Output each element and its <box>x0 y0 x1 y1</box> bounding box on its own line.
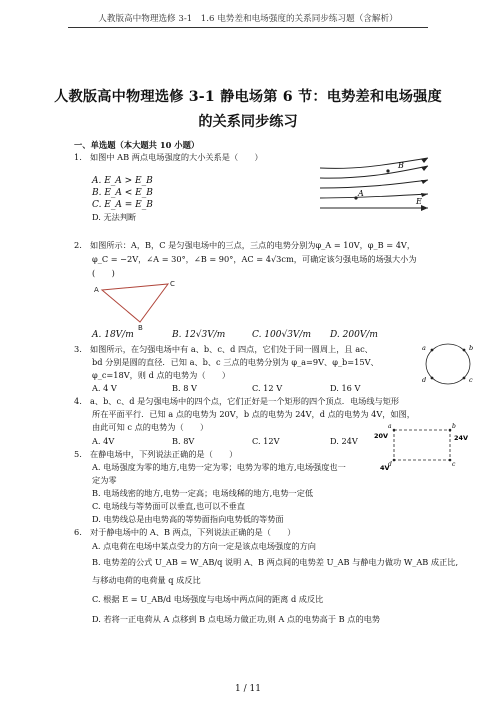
q2-label-a: A <box>94 286 99 294</box>
q2-line-1: 2. 如图所示：A，B，C 是匀强电场中的三点，三点的电势分别为φ_A = 10V，φ_B = 4V， <box>74 240 416 250</box>
q6-option-a: A. 点电荷在电场中某点受力的方向一定是该点电场强度的方向 <box>92 541 316 551</box>
q4-option-d: D. 24V <box>330 436 358 446</box>
q4-line-3: 由此可知 c 点的电势为（ ） <box>92 422 209 432</box>
q4-label-20v: 20V <box>374 432 389 440</box>
q3-line-3: φ_c=18V，则 d 点的电势为（ ） <box>92 370 231 380</box>
q3-line-2: bd 分别是圆的直径．已知 a、b、c 三点的电势分别为 φ_a=9V、φ_b=15V、 <box>92 357 379 367</box>
q5-option-d: D. 电势线总是由电势高的等势面指向电势低的等势面 <box>92 514 284 524</box>
q6-option-b-line1: B. 电势差的公式 U_AB = W_AB/q 说明 A、B 两点间的电势差 U_AB 与静电力做功 W_AB 成正比, <box>92 557 459 567</box>
q1-label-a: A <box>358 189 364 198</box>
q4-option-b: B. 8V <box>172 436 195 446</box>
q3-label-d: d <box>422 376 427 384</box>
q1-label-b: B <box>398 161 404 170</box>
q3-option-a: A. 4 V <box>92 383 117 393</box>
q2-line-3: ( ) <box>92 268 115 278</box>
q6-stem: 6. 对于静电场中的 A、B 两点，下列说法正确的是（ ） <box>74 527 296 537</box>
q3-label-c: c <box>469 376 473 384</box>
q3-option-d: D. 16 V <box>330 383 361 393</box>
q1-option-a: A. E_A > E_B <box>92 176 153 186</box>
q4-rectangle-figure <box>374 422 469 472</box>
q1-stem: 1. 如图中 AB 两点电场强度的大小关系是（ ） <box>74 152 263 162</box>
title-line-1: 人教版高中物理选修 3-1 静电场第 6 节：电势差和电场强度 <box>54 89 442 105</box>
q3-option-b: B. 8 V <box>172 383 197 393</box>
q3-label-a: a <box>422 344 426 352</box>
q4-label-d: d <box>388 461 392 468</box>
title-line-2: 的关系同步练习 <box>198 114 298 130</box>
q4-label-a: a <box>388 423 392 430</box>
q1-option-c: C. E_A = E_B <box>92 200 153 210</box>
q2-label-c: C <box>170 280 175 288</box>
q4-option-a: A. 4V <box>92 436 115 446</box>
q6-option-d: D. 若将一正电荷从 A 点移到 B 点电场力做正功,则 A 点的电势高于 B 点的电势 <box>92 614 381 624</box>
q4-label-c: c <box>452 461 456 468</box>
q5-option-a-line1: A. 电场强度为零的地方,电势一定为零；电势为零的地方,电场强度也一 <box>92 462 346 472</box>
section-heading: 一、单选题（本大题共 10 小题） <box>74 140 200 150</box>
q3-label-b: b <box>469 344 474 352</box>
q3-option-c: C. 12 V <box>252 383 283 393</box>
q5-option-a-line2: 定为零 <box>92 475 117 485</box>
q3-circle-figure <box>418 340 478 388</box>
q2-option-c: C. 100√3V/m <box>252 330 311 340</box>
q1-label-e: E <box>416 197 422 206</box>
q4-label-24v: 24V <box>454 434 469 442</box>
q4-line-2: 所在平面平行．已知 a 点的电势为 20V，b 点的电势为 24V，d 点的电势为 4V，如图， <box>92 409 415 419</box>
q4-label-b: b <box>452 423 456 430</box>
q1-option-b: B. E_A < E_B <box>92 188 153 198</box>
q2-option-d: D. 200V/m <box>330 330 378 340</box>
q2-line-2: φ_C = −2V，∠A = 30°，∠B = 90°，AC = 4√3cm，可确定该匀强电场的场强大小为 <box>92 254 417 264</box>
page-number: 1 / 11 <box>235 684 261 694</box>
q2-label-b: B <box>138 324 143 332</box>
q3-line-1: 3. 如图所示，在匀强电场中有 a、b、c、d 四点，它们处于同一圆周上，且 ac、 <box>74 344 373 354</box>
header-divider <box>68 27 428 28</box>
q5-option-c: C. 电场线与等势面可以垂直,也可以不垂直 <box>92 501 245 511</box>
q2-option-b: B. 12√3V/m <box>172 330 226 340</box>
q1-field-lines-figure <box>320 158 430 218</box>
q1-option-d: D. 无法判断 <box>92 212 137 222</box>
q6-option-c: C. 根据 E = U_AB/d 电场强度与电场中两点间的距离 d 成反比 <box>92 594 324 604</box>
q2-option-a: A. 18V/m <box>92 330 134 340</box>
q5-stem: 5. 在静电场中，下列说法正确的是（ ） <box>74 449 238 459</box>
q2-triangle-figure <box>94 280 184 330</box>
q6-option-b-line2: 与移动电荷的电荷量 q 成反比 <box>92 575 201 585</box>
q4-line-1: 4. a、b、c、d 是匀强电场中的四个点，它们正好是一个矩形的四个顶点．电场线与矩形 <box>74 396 400 406</box>
q5-option-b: B. 电场线密的地方,电势一定高；电场线稀的地方,电势一定低 <box>92 488 314 498</box>
q4-option-c: C. 12V <box>252 436 280 446</box>
q4-label-4v: 4V <box>380 464 390 472</box>
page-header: 人教版高中物理选修 3-1 1.6 电势差和电场强度的关系同步练习题（含解析） <box>98 14 398 24</box>
